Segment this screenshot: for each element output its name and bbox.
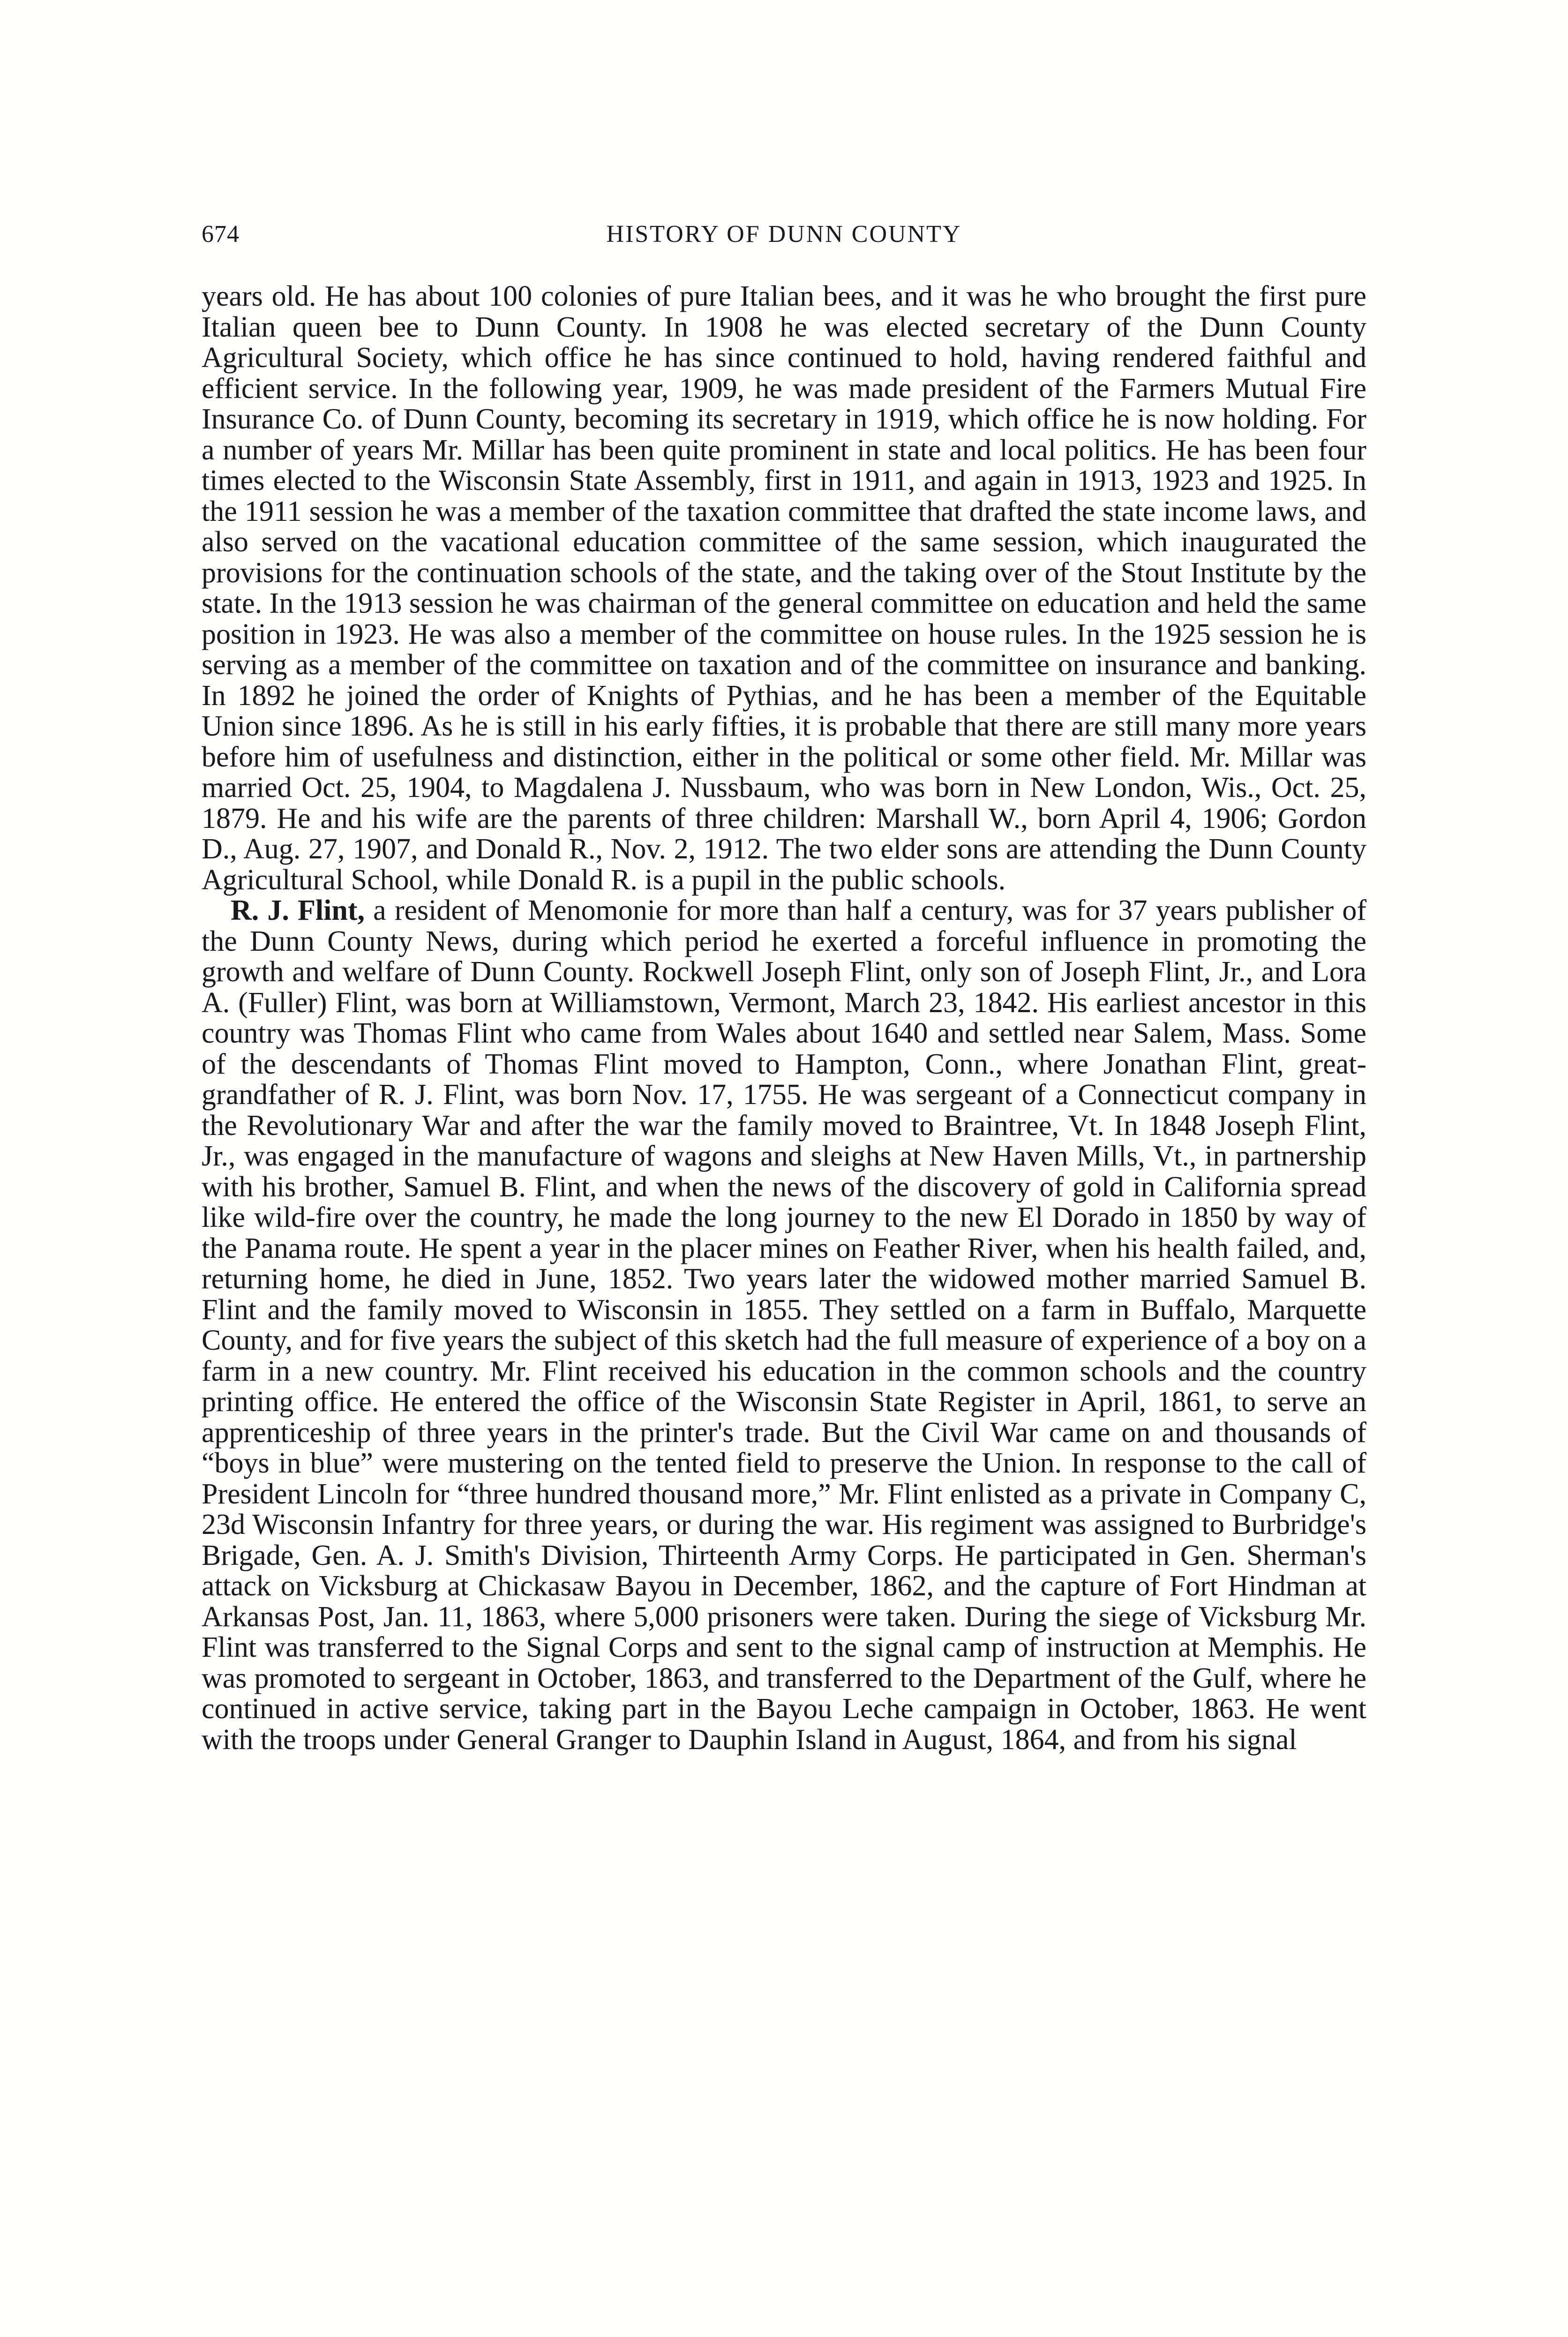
- paragraph-flint-biography: [202, 895, 1366, 1755]
- body-text: [202, 281, 1366, 1755]
- running-head: [202, 220, 1366, 263]
- page-number: 674: [202, 221, 240, 248]
- paragraph-millar-continued: years old. He has about 100 colonies of pure Italian bees, and it was he who brought the first pure Italian queen bee to Dunn County. In 1908 he was elected secretary of the Dunn County Agricultural Society, which office he has since continued to hold, having rendered faithful and efficient service. In the following year, 1909, he was made president of the Farmers Mutual Fire Insurance Co. of Dunn County, becoming its secretary in 1919, which office he is now holding. For a number of years Mr. Millar has been quite prominent in state and local politics. He has been four times elected to the Wisconsin State Assembly, first in 1911, and again in 1913, 1923 and 1925. In the 1911 session he was a member of the taxation committee that drafted the state income laws, and also served on the vacational education committee of the same session, which inaugurated the provisions for the continuation schools of the state, and the taking over of the Stout Institute by the state. In the 1913 session he was chairman of the general committee on education and held the same position in 1923. He was also a member of the committee on house rules. In the 1925 session he is serving as a member of the committee on taxation and of the committee on insurance and banking. In 1892 he joined the order of Knights of Pythias, and he has been a member of the Equitable Union since 1896. As he is still in his early fifties, it is probable that there are still many more years before him of usefulness and distinction, either in the political or some other field. Mr. Millar was married Oct. 25, 1904, to Magdalena J. Nussbaum, who was born in New London, Wis., Oct. 25, 1879. He and his wife are the parents of three children: Marshall W., born April 4, 1906; Gordon D., Aug. 27, 1907, and Donald R., Nov. 2, 1912. The two elder sons are attending the Dunn County Agricultural School, while Donald R. is a pupil in the public schools.: [202, 280, 1366, 896]
- paragraph-flint-text: a resident of Menomonie for more than half a century, was for 37 years publisher of the Dunn County News, during which period he exerted a forceful influence in promoting the growth and welfare of Dunn County. Rockwell Joseph Flint, only son of Joseph Flint, Jr., and Lora A. (Fuller) Flint, was born at Williamstown, Vermont, March 23, 1842. His earliest ancestor in this country was Thomas Flint who came from Wales about 1640 and settled near Salem, Mass. Some of the descendants of Thomas Flint moved to Hampton, Conn., where Jonathan Flint, great-grandfather of R. J. Flint, was born Nov. 17, 1755. He was sergeant of a Connecticut company in the Revolutionary War and after the war the family moved to Braintree, Vt. In 1848 Joseph Flint, Jr., was engaged in the manufacture of wagons and sleighs at New Haven Mills, Vt., in partnership with his brother, Samuel B. Flint, and when the news of the discovery of gold in California spread like wild-fire over the country, he made the long journey to the new El Dorado in 1850 by way of the Panama route. He spent a year in the placer mines on Feather River, when his health failed, and, returning home, he died in June, 1852. Two years later the widowed mother married Samuel B. Flint and the family moved to Wisconsin in 1855. They settled on a farm in Buffalo, Marquette County, and for five years the subject of this sketch had the full measure of experience of a boy on a farm in a new country. Mr. Flint received his education in the common schools and the country printing office. He entered the office of the Wisconsin State Register in April, 1861, to serve an apprenticeship of three years in the printer's trade. But the Civil War came on and thousands of “boys in blue” were mustering on the tented field to preserve the Union. In response to the call of President Lincoln for “three hundred thousand more,” Mr. Flint enlisted as a private in Company C, 23d Wisconsin Infantry for three years, or during the war. His regiment was assigned to Burbridge's Brigade, Gen. A. J. Smith's Division, Thirteenth Army Corps. He participated in Gen. Sherman's attack on Vicksburg at Chickasaw Bayou in December, 1862, and the capture of Fort Hindman at Arkansas Post, Jan. 11, 1863, where 5,000 prisoners were taken. During the siege of Vicksburg Mr. Flint was transferred to the Signal Corps and sent to the signal camp of instruction at Memphis. He was promoted to sergeant in October, 1863, and transferred to the Department of the Gulf, where he continued in active service, taking part in the Bayou Leche campaign in October, 1863. He went with the troops under General Granger to Dauphin Island in August, 1864, and from his signal: [202, 894, 1366, 1756]
- running-title: HISTORY OF DUNN COUNTY: [606, 221, 962, 248]
- subject-name-heading: R. J. Flint,: [231, 894, 365, 926]
